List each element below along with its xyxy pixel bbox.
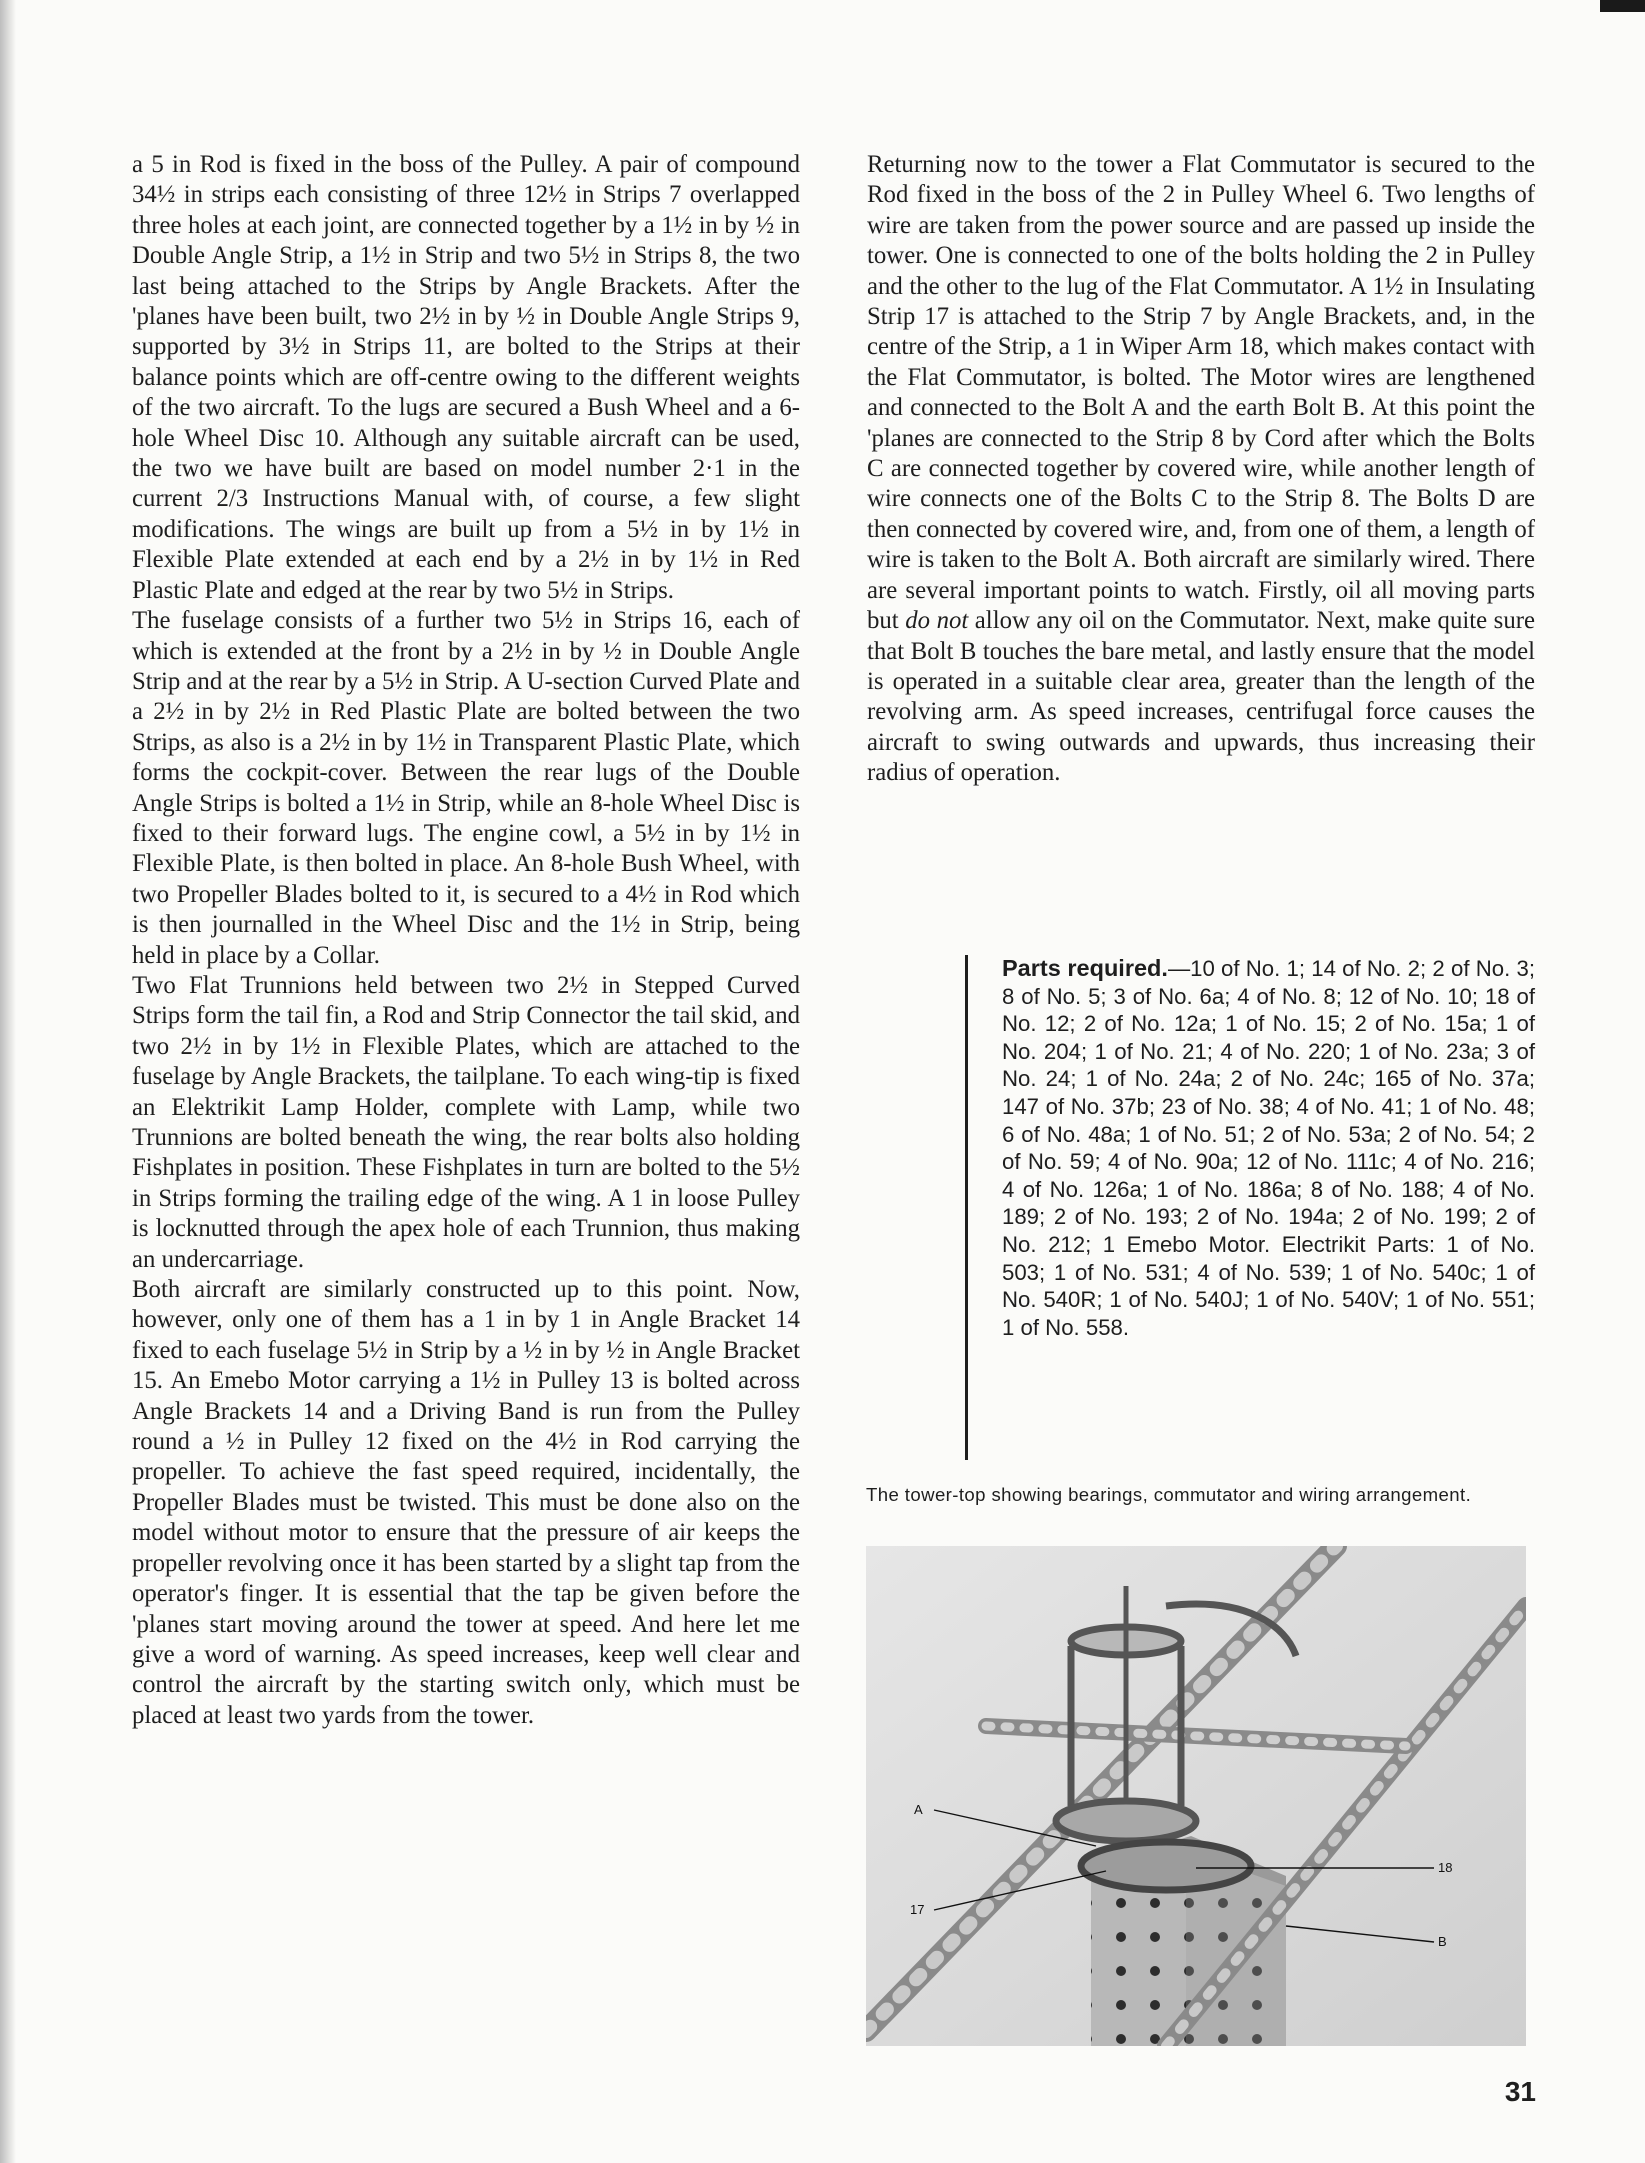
left-paragraph-3: Two Flat Trunnions held between two 2½ in Stepped Curved Strips form the tail fin, a Rod and Strip Connector the tail skid, and two 2½ in by 1½ in Flexible Plates, which are attached to the fuselage by Angle Brackets, the tailplane. To each wing-tip is fixed an Elektrikit Lamp Holder, complete with Lamp, while two Trunnions are bolted beneath the wing, the rear bolts also holding Fishplates in position. These Fishplates in turn are bolted to the 5½ in Strips forming the trailing edge of the wing. A 1 in loose Pulley is locknutted through the apex hole of each Trunnion, thus making an undercarriage.	[132, 971, 800, 1273]
emphasis-do-not: do not	[905, 607, 969, 635]
right-paragraph-text-b: allow any oil on the Commutator. Next, make quite sure that Bolt B touches the bare metal, and lastly ensure that the model is operated in a suitable clear area, greater than the length of the revolving arm. As speed increases, centrifugal force causes the aircraft to swing outwards and upwards, thus increasing their radius of operation.	[867, 607, 1535, 787]
photo-label-a: A	[914, 1802, 923, 1817]
tower-top-illustration	[866, 1546, 1526, 2046]
photo-label-b: B	[1438, 1934, 1447, 1949]
page-number: 31	[1504, 2076, 1536, 2107]
photo-label-18: 18	[1438, 1860, 1453, 1875]
right-column	[867, 150, 1535, 789]
left-paragraph-2: The fuselage consists of a further two 5½ in Strips 16, each of which is extended at the front by a 2½ in by ½ in Double Angle Strip and at the rear by a 5½ in Strip. A U-section Curved Plate and a 2½ in by 2½ in Red Plastic Plate are bolted between the two Strips, as also is a 2½ in by 1½ in Transparent Plastic Plate, which forms the cockpit-cover. Between the rear lugs of the Double Angle Strips is bolted a 1½ in Strip, while an 8-hole Wheel Disc is fixed to their forward lugs. The engine cowl, a 5½ in by 1½ in Flexible Plate, is then bolted in place. An 8-hole Bush Wheel, with two Propeller Blades bolted to it, is secured to a 4½ in Rod which is then journalled in the Wheel Disc and the 1½ in Strip, being held in place by a Collar.	[132, 607, 801, 969]
tower-top-photo	[866, 1546, 1526, 2046]
parts-required-list: —10 of No. 1; 14 of No. 2; 2 of No. 3; 8 of No. 5; 3 of No. 6a; 4 of No. 8; 12 of No. 10; 18 of No. 12; 2 of No. 12a; 1 of No. 15; 2 of No. 15a; 1 of No. 204; 1 of No. 21; 4 of No. 220; 1 of No. 23a; 3 of No. 24; 1 of No. 24a; 2 of No. 24c; 165 of No. 37a; 147 of No. 37b; 23 of No. 38; 4 of No. 41; 1 of No. 48; 6 of No. 48a; 1 of No. 51; 2 of No. 53a; 2 of No. 54; 2 of No. 59; 4 of No. 90a; 12 of No. 111c; 4 of No. 216; 4 of No. 126a; 1 of No. 186a; 8 of No. 188; 4 of No. 189; 2 of No. 193; 2 of No. 194a; 2 of No. 199; 2 of No. 212; 1 Emebo Motor. Electrikit Parts: 1 of No. 503; 1 of No. 531; 4 of No. 539; 1 of No. 540c; 1 of No. 540R; 1 of No. 540J; 1 of No. 540V; 1 of No. 551; 1 of No. 558.	[1002, 956, 1535, 1340]
parts-required-box	[965, 955, 1535, 1460]
left-paragraph-1: a 5 in Rod is fixed in the boss of the Pulley. A pair of compound 34½ in strips each consisting of three 12½ in Strips 7 overlapped three holes at each joint, are connected together by a 1½ in by ½ in Double Angle Strip, a 1½ in Strip and two 5½ in Strips 8, the two last being attached to the Strips by Angle Brackets. After the 'planes have been built, two 2½ in by ½ in Double Angle Strips 9, supported by 3½ in Strips 11, are bolted to the Strips at their balance points which are off-centre owing to the different weights of the two aircraft. To the lugs are secured a Bush Wheel and a 6-hole Wheel Disc 10. Although any suitable aircraft can be used, the two we have built are based on model number 2·1 in the current 2/3 Instructions Manual with, of course, a few slight modifications. The wings are built up from a 5½ in by 1½ in Flexible Plate extended at each end by a 2½ in by 1½ in Red Plastic Plate and edged at the rear by two 5½ in Strips.	[132, 151, 800, 604]
parts-required-heading: Parts required.	[1002, 955, 1168, 981]
page-corner-mark	[1600, 0, 1645, 12]
photo-caption: The tower-top showing bearings, commutator and wiring arrangement.	[866, 1484, 1472, 1505]
right-paragraph-text-a: Returning now to the tower a Flat Commutator is secured to the Rod fixed in the boss of the 2 in Pulley Wheel 6. Two lengths of wire are taken from the power source and are passed up inside the tower. One is connected to one of the bolts holding the 2 in Pulley and the other to the lug of the Flat Commutator. A 1½ in Insulating Strip 17 is attached to the Strip 7 by Angle Brackets, and, in the centre of the Strip, a 1 in Wiper Arm 18, which makes contact with the Flat Commutator, is bolted. The Motor wires are lengthened and connected to the Bolt A and the earth Bolt B. At this point the 'planes are connected to the Strip 8 by Cord after which the Bolts C are connected together by covered wire, while another length of wire connects one of the Bolts C to the Strip 8. The Bolts D are then connected by covered wire, and, from one of them, a length of wire is taken to the Bolt A. Both aircraft are similarly wired. There are several important points to watch. Firstly, oil all moving parts but	[867, 151, 1535, 635]
photo-label-17: 17	[910, 1902, 925, 1917]
right-paragraph-1	[867, 150, 1535, 789]
left-column	[132, 150, 800, 1731]
page-edge-shadow	[0, 0, 16, 2163]
left-paragraph-4: Both aircraft are similarly constructed up to this point. Now, however, only one of them has a 1 in by 1 in Angle Bracket 14 fixed to each fuselage 5½ in Strip by a ½ in by ½ in Angle Bracket 15. An Emebo Motor carrying a 1½ in Pulley 13 is bolted across Angle Brackets 14 and a Driving Band is run from the Pulley round a ½ in Pulley 12 fixed on the 4½ in Rod carrying the propeller. To achieve the fast speed required, incidentally, the Propeller Blades must be twisted. This must be done also on the model without motor to ensure that the pressure of air keeps the propeller revolving once it has been started by a slight tap from the operator's finger. It is essential that the tap be given before the 'planes start moving around the tower at speed. And here let me give a word of warning. As speed increases, keep well clear and control the aircraft by the starting switch only, which must be placed at least two yards from the tower.	[132, 1276, 800, 1729]
